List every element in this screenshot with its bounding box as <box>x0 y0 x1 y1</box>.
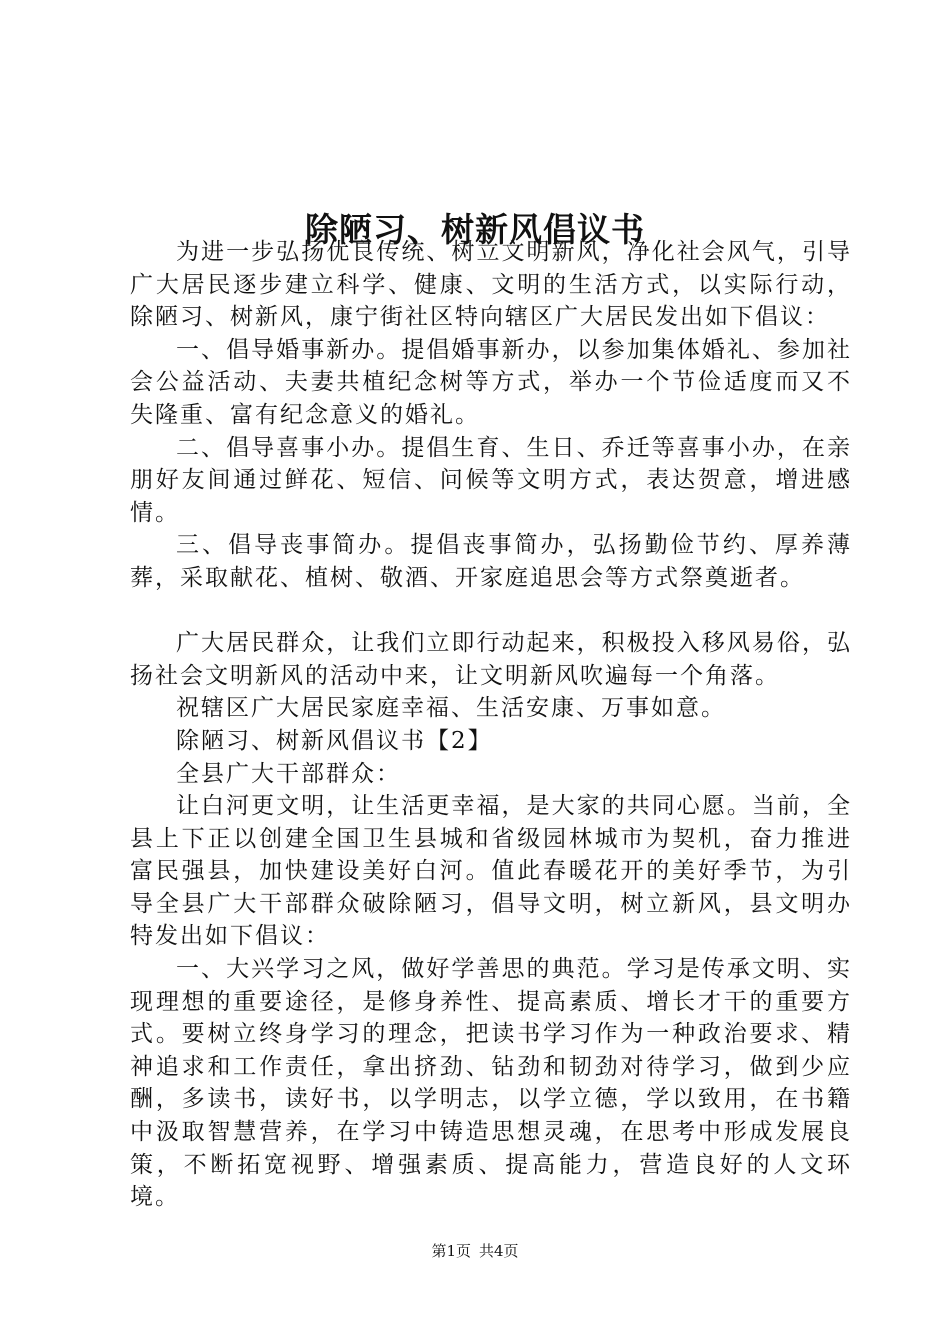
paragraph-call-to-action: 广大居民群众，让我们立即行动起来，积极投入移风易俗，弘扬社会文明新风的活动中来，让文明新风吹遍每一个角落。 <box>130 630 852 689</box>
salutation: 全县广大干部群众： <box>176 760 401 787</box>
paragraph-intro: 为进一步弘扬优良传统、树立文明新风，净化社会风气，引导广大居民逐步建立科学、健康、文明的生活方式，以实际行动，除陋习、树新风，康宁街社区特向辖区广大居民发出如下倡议： <box>130 239 852 331</box>
paragraph-item-2: 二、倡导喜事小办。提倡生育、生日、乔迁等喜事小办，在亲朋好友间通过鲜花、短信、问候等文明方式，表达贺意，增进感情。 <box>130 434 852 526</box>
page-footer <box>0 1240 950 1262</box>
section-heading-2: 除陋习、树新风倡议书【2】 <box>176 727 493 754</box>
page-number: 第1页 <box>431 1242 471 1260</box>
paragraph-item-3: 三、倡导丧事简办。提倡丧事简办，弘扬勤俭节约、厚养薄葬，采取献花、植树、敬酒、开家庭追思会等方式祭奠逝者。 <box>130 532 852 591</box>
paragraph-item-2-1: 一、大兴学习之风，做好学善思的典范。学习是传承文明、实现理想的重要途径，是修身养性、提高素质、增长才干的重要方式。要树立终身学习的理念，把读书学习作为一种政治要求、精神追求和工作责任，拿出挤劲、钻劲和韧劲对待学习，做到少应酬，多读书，读好书，以学明志，以学立德，学以致用，在书籍中汲取智慧营养，在学习中铸造思想灵魂，在思考中形成发展良策，不断拓宽视野、增强素质、提高能力，营造良好的人文环境。 <box>130 956 852 1211</box>
page-title: 除陋习、树新风倡议书 <box>305 210 645 250</box>
paragraph-wishes: 祝辖区广大居民家庭幸福、生活安康、万事如意。 <box>176 695 726 722</box>
document-body <box>130 236 852 1214</box>
page-total: 共4页 <box>479 1242 519 1260</box>
paragraph-intro-2: 让白河更文明，让生活更幸福，是大家的共同心愿。当前，全县上下正以创建全国卫生县城和省级园林城市为契机，奋力推进富民强县，加快建设美好白河。值此春暖花开的美好季节，为引导全县广大干部群众破除陋习，倡导文明，树立新风，县文明办特发出如下倡议： <box>130 793 852 950</box>
paragraph-spacer <box>130 595 852 628</box>
paragraph-item-1: 一、倡导婚事新办。提倡婚事新办，以参加集体婚礼、参加社会公益活动、夫妻共植纪念树等方式，举办一个节俭适度而又不失隆重、富有纪念意义的婚礼。 <box>130 336 852 428</box>
